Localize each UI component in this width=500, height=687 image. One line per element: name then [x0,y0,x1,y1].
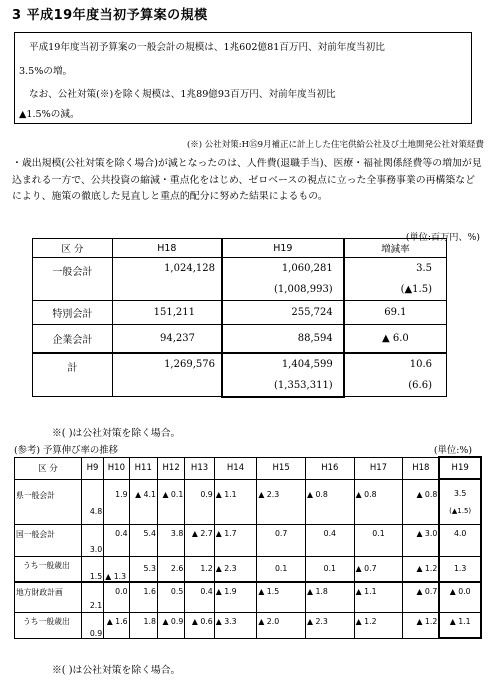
header-h19: H19 [222,239,344,258]
cell-general-h19 [222,258,344,301]
table-row [15,582,482,612]
header-h12: H12 [157,457,184,479]
header-category: 区 分 [15,457,82,479]
note-excluding-corp: ※( )は公社対策を除く場合。 [52,428,181,439]
cell-h17: ▲ 1.2 [354,612,403,638]
summary-line-2: 3.5%の増。 [19,66,73,77]
row-label-local-plan: 地方財政計画 [15,582,82,612]
cell-h11: 1.6 [129,582,157,612]
header-h13: H13 [185,457,214,479]
explanation-paragraph: ・歳出規模(公社対策を除く場合)が減となったのは、人件費(退職手当)、医療・福祉関係経費等の増加が見込まれる一方で、公共投資の縮減・重点化をはじめ、ゼロベースの視点に立った全事務事業の再構築などにより、施策の徹底した見直しと重点的配分に努めた結果によるもの。 [12,158,482,202]
cell-h13: 0.9 [185,479,214,524]
budget-header-row [33,239,447,258]
header-h15: H15 [257,457,306,479]
table-row [33,325,447,353]
cell-total-rate [344,353,447,397]
summary-box [14,32,472,124]
cell-h13: 0.4 [185,582,214,612]
value: 3.5 [416,263,432,274]
cell-h16: ▲ 2.3 [305,612,354,638]
cell-h12: ▲ 0.9 [157,612,184,638]
cell-h11: ▲ 4.1 [129,479,157,524]
value: 3.5 [453,488,467,498]
row-label-general: 一般会計 [33,258,113,301]
value: 1,060,281 [281,263,333,274]
cell-h9: 3.0 [81,524,103,556]
header-h11: H11 [129,457,157,479]
cell-h15: 0.1 [257,556,306,582]
header-h18: H18 [403,457,440,479]
cell-h13: 1.2 [185,556,214,582]
cell-h16: ▲ 1.8 [305,582,354,612]
row-label-national-general: 国一般会計 [15,524,82,556]
cell-special-h18: 151,211 [112,301,222,325]
footnote-public-corp: (※) 公社対策:H⑮9月補正に計上した住宅供給公社及び土地開発公社対策経費 [186,140,484,150]
value-sub: (6.6) [408,379,432,391]
cell-general-rate [344,258,447,301]
cell-h11: 5.4 [129,524,157,556]
summary-line-4: ▲1.5%の減。 [19,109,80,120]
header-rate: 増減率 [344,239,447,258]
header-category: 区 分 [33,239,113,258]
table-row [15,479,482,524]
row-label-enterprise: 企業会計 [33,325,113,353]
cell-h17: ▲ 1.1 [354,582,403,612]
value: 10.6 [409,358,432,370]
table-row [15,524,482,556]
table-row [33,301,447,325]
cell-h9: 1.5 [81,556,103,582]
cell-h19: 1.3 [439,556,481,582]
unit-label-growth: (単位:%) [433,445,472,456]
cell-h10: 1.9 [104,479,129,524]
cell-h16: ▲ 0.8 [305,479,354,524]
table-row [15,612,482,638]
cell-h17: 0.1 [354,524,403,556]
cell-h13: ▲ 2.7 [185,524,214,556]
cell-h14: ▲ 1.1 [214,479,257,524]
table-row [15,556,482,582]
unit-label-budget: (単位:百万円、%) [405,232,480,243]
cell-enterprise-h19: 88,594 [222,325,344,353]
cell-h18: ▲ 0.7 [403,582,440,612]
cell-total-h18: 1,269,576 [112,353,222,397]
budget-table [32,238,447,398]
cell-h12: ▲ 0.1 [157,479,184,524]
cell-h12: 3.8 [157,524,184,556]
cell-special-h19: 255,724 [222,301,344,325]
header-h14: H14 [214,457,257,479]
cell-h14: ▲ 1.7 [214,524,257,556]
value-sub: (▲1.5) [449,506,472,515]
row-label-special: 特別会計 [33,301,113,325]
summary-line-1: 平成19年度当初予算案の一般会計の規模は、1兆602億81百万円、対前年度当初比 [29,42,385,53]
row-label-national-sub: うち一般歳出 [15,556,82,582]
cell-h9: 0.9 [81,612,103,638]
row-label-total: 計 [33,353,113,397]
cell-h10: 0.4 [104,524,129,556]
cell-h15: ▲ 2.0 [257,612,306,638]
cell-h14: ▲ 3.3 [214,612,257,638]
note-excluding-corp-2: ※( )は公社対策を除く場合。 [52,665,181,676]
cell-h14: ▲ 2.3 [214,556,257,582]
growth-header-row [15,457,482,479]
cell-h10: ▲ 1.3 [104,556,129,582]
cell-h16: 0.1 [305,556,354,582]
cell-h10: 0.0 [104,582,129,612]
value-sub: (▲1.5) [400,284,432,295]
cell-h11: 5.3 [129,556,157,582]
cell-h15: 0.7 [257,524,306,556]
header-h18: H18 [112,239,222,258]
growth-rate-table [14,456,482,639]
cell-general-h18: 1,024,128 [112,258,222,301]
cell-h18: ▲ 1.2 [403,612,440,638]
cell-h9: 2.1 [81,582,103,612]
cell-h10: ▲ 1.6 [104,612,129,638]
header-h16: H16 [305,457,354,479]
cell-h14: ▲ 1.9 [214,582,257,612]
table-row [33,258,447,301]
cell-h9: 4.8 [81,479,103,524]
header-h10: H10 [104,457,129,479]
cell-h19: ▲ 1.1 [439,612,481,638]
cell-h15: ▲ 1.5 [257,582,306,612]
row-label-local-sub: うち一般歳出 [15,612,82,638]
cell-h18: ▲ 1.2 [403,556,440,582]
header-h19: H19 [439,457,481,479]
cell-h18: ▲ 0.8 [403,479,440,524]
cell-h19: ▲ 0.0 [439,582,481,612]
cell-h13: ▲ 0.6 [185,612,214,638]
cell-h15: ▲ 2.3 [257,479,306,524]
cell-h17: ▲ 0.7 [354,556,403,582]
cell-h12: 0.5 [157,582,184,612]
value: 1,404,599 [281,358,333,370]
reference-title: (参考) 予算伸び率の推移 [14,445,119,456]
table-row [33,353,447,397]
cell-special-rate: 69.1 [344,301,447,325]
cell-h12: 2.6 [157,556,184,582]
row-label-pref-general: 県一般会計 [15,479,82,524]
cell-enterprise-rate: ▲ 6.0 [344,325,447,353]
header-h17: H17 [354,457,403,479]
cell-total-h19 [222,353,344,397]
header-h9: H9 [81,457,103,479]
value-sub: (1,353,311) [274,379,333,391]
cell-h19 [439,479,481,524]
cell-h18: ▲ 3.0 [403,524,440,556]
cell-h19: 4.0 [439,524,481,556]
value-sub: (1,008,993) [274,284,333,295]
cell-h16: 0.4 [305,524,354,556]
section-title: 3 平成19年度当初予算案の規模 [12,8,208,23]
cell-h17: ▲ 0.8 [354,479,403,524]
cell-h11: 1.8 [129,612,157,638]
cell-enterprise-h18: 94,237 [112,325,222,353]
summary-line-3: なお、公社対策(※)を除く規模は、1兆89億93百万円、対前年度当初比 [29,89,336,100]
